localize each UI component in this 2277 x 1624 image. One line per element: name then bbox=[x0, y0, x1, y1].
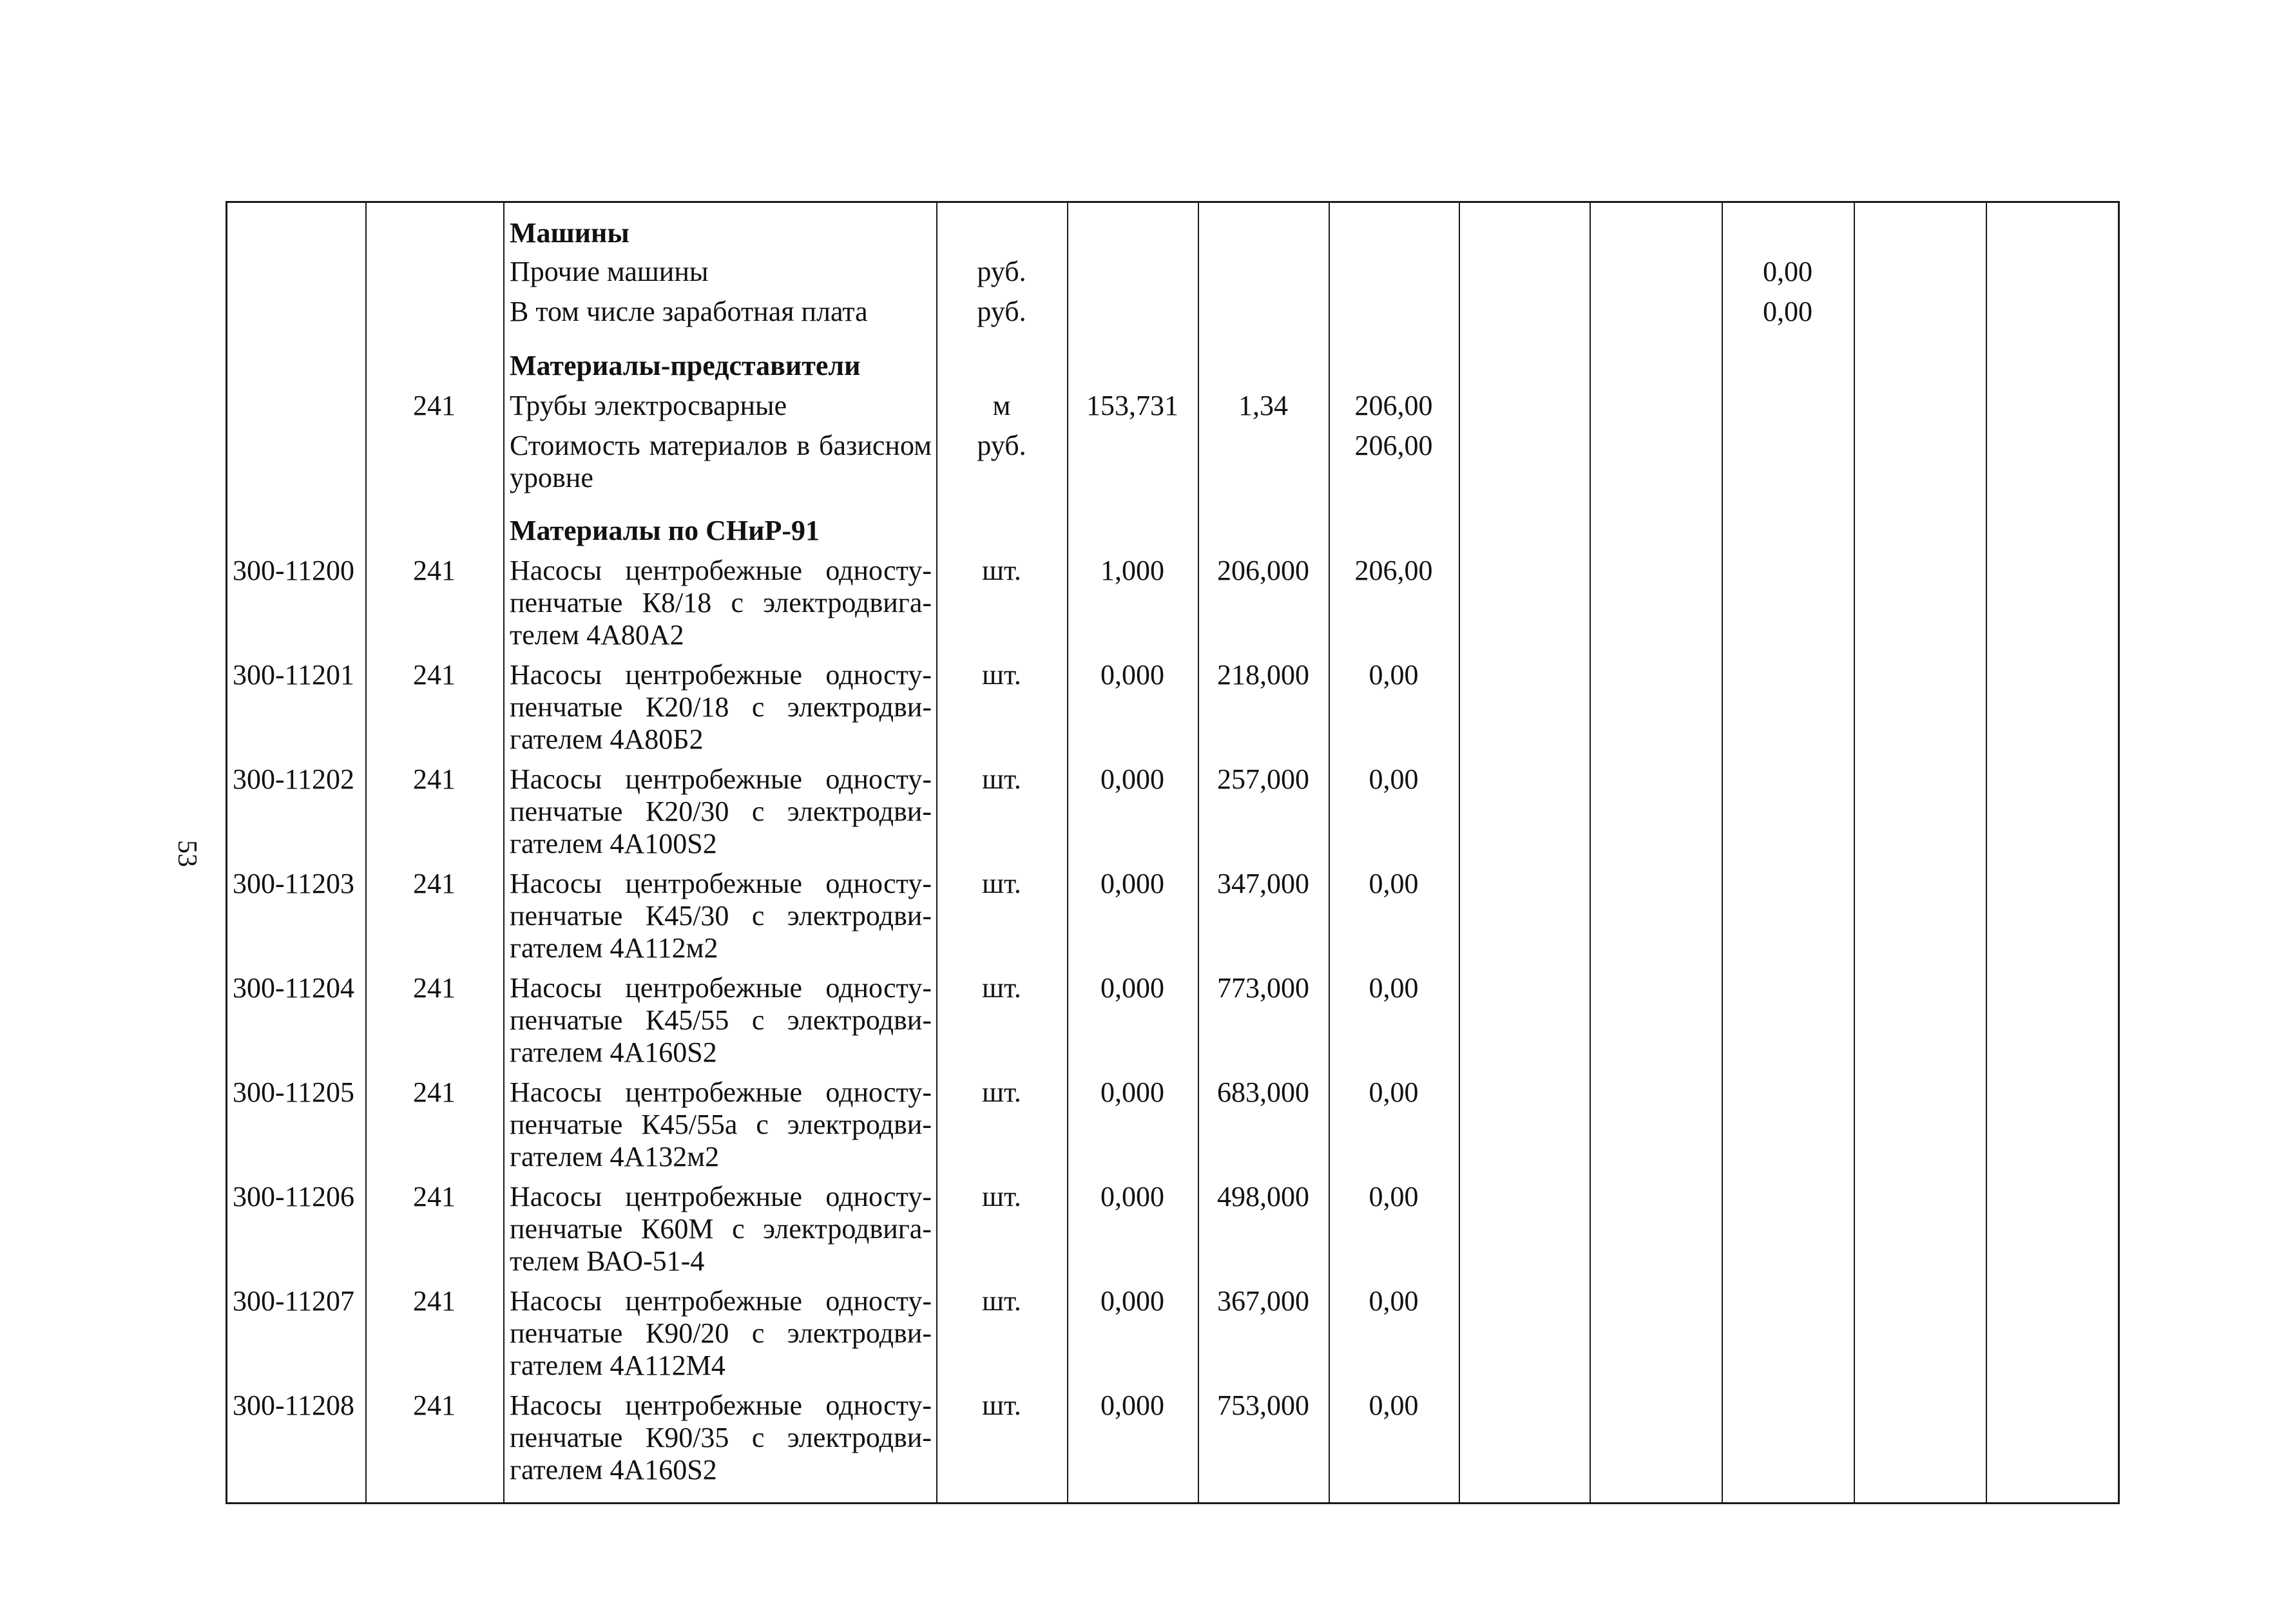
material-price: 206,000 bbox=[1217, 555, 1309, 586]
material-total: 206,00 bbox=[1354, 555, 1433, 586]
material-code: 300-11204 bbox=[233, 972, 355, 1004]
material-unit: шт. bbox=[982, 555, 1021, 586]
material-code: 300-11206 bbox=[233, 1181, 355, 1212]
material-name: Насосы центробежные односту-пенчатые К45/55а с электродви-гателем 4А132м2 bbox=[510, 1076, 932, 1172]
material-price: 1,34 bbox=[1238, 390, 1288, 421]
material-name: Насосы центробежные односту-пенчатые К90/20 с электродви-гателем 4А112М4 bbox=[510, 1285, 932, 1381]
material-total: 0,00 bbox=[1369, 1390, 1419, 1421]
material-name: Насосы центробежные односту-пенчатые К90/35 с электродви-гателем 4А160S2 bbox=[510, 1390, 932, 1485]
material-code: 300-11202 bbox=[233, 763, 355, 795]
material-name: Насосы центробежные односту-пенчатые К45/30 с электродви-гателем 4А112м2 bbox=[510, 868, 932, 964]
material-total: 0,00 bbox=[1369, 763, 1419, 795]
material-unit: шт. bbox=[982, 1181, 1021, 1212]
material-group: 241 bbox=[413, 972, 456, 1004]
material-unit: шт. bbox=[982, 1285, 1021, 1317]
material-unit: руб. bbox=[977, 430, 1026, 461]
section-heading-snip-materials: Материалы по СНиР-91 bbox=[510, 515, 820, 546]
material-qty: 0,000 bbox=[1100, 972, 1164, 1004]
material-qty: 153,731 bbox=[1086, 390, 1178, 421]
material-code: 300-11208 bbox=[233, 1390, 355, 1421]
material-qty: 1,000 bbox=[1100, 555, 1164, 586]
material-qty: 0,000 bbox=[1100, 1181, 1164, 1212]
material-name: Стоимость материалов в базисном уровне bbox=[510, 430, 932, 493]
material-unit: шт. bbox=[982, 763, 1021, 795]
material-unit: шт. bbox=[982, 972, 1021, 1004]
machines-row-value: 0,00 bbox=[1763, 256, 1812, 287]
material-code: 300-11205 bbox=[233, 1076, 355, 1108]
machines-row-value: 0,00 bbox=[1763, 296, 1812, 327]
material-group: 241 bbox=[413, 1076, 456, 1108]
material-group: 241 bbox=[413, 555, 456, 586]
material-name: Трубы электросварные bbox=[510, 390, 787, 421]
material-qty: 0,000 bbox=[1100, 1390, 1164, 1421]
column-divider bbox=[503, 203, 504, 1502]
material-qty: 0,000 bbox=[1100, 1285, 1164, 1317]
material-group: 241 bbox=[413, 763, 456, 795]
column-divider bbox=[1986, 203, 1987, 1502]
material-code: 300-11203 bbox=[233, 868, 355, 899]
material-qty: 0,000 bbox=[1100, 763, 1164, 795]
material-total: 0,00 bbox=[1369, 1181, 1419, 1212]
material-group: 241 bbox=[413, 1181, 456, 1212]
material-name: Насосы центробежные односту-пенчатые К20/30 с электродви-гателем 4А100S2 bbox=[510, 763, 932, 859]
material-price: 498,000 bbox=[1217, 1181, 1309, 1212]
material-total: 0,00 bbox=[1369, 1285, 1419, 1317]
material-name: Насосы центробежные односту-пенчатые К8/18 с электродвига-телем 4А80А2 bbox=[510, 555, 932, 651]
material-price: 753,000 bbox=[1217, 1390, 1309, 1421]
material-code: 300-11200 bbox=[233, 555, 355, 586]
material-group: 241 bbox=[413, 659, 456, 691]
estimate-table bbox=[226, 201, 2120, 1504]
material-price: 683,000 bbox=[1217, 1076, 1309, 1108]
material-name: Насосы центробежные односту-пенчатые К45/55 с электродви-гателем 4А160S2 bbox=[510, 972, 932, 1068]
material-group: 241 bbox=[413, 390, 456, 421]
material-total: 206,00 bbox=[1354, 430, 1433, 461]
material-group: 241 bbox=[413, 1390, 456, 1421]
material-total: 0,00 bbox=[1369, 659, 1419, 691]
column-divider bbox=[1590, 203, 1591, 1502]
machines-row-unit: руб. bbox=[977, 256, 1026, 287]
material-price: 257,000 bbox=[1217, 763, 1309, 795]
column-divider bbox=[1459, 203, 1460, 1502]
machines-row-unit: руб. bbox=[977, 296, 1026, 327]
material-name: Насосы центробежные односту-пенчатые К60М с электродвига-телем ВАО-51-4 bbox=[510, 1181, 932, 1277]
material-price: 773,000 bbox=[1217, 972, 1309, 1004]
section-heading-machines: Машины bbox=[510, 217, 629, 249]
material-total: 0,00 bbox=[1369, 868, 1419, 899]
material-total: 0,00 bbox=[1369, 1076, 1419, 1108]
material-price: 218,000 bbox=[1217, 659, 1309, 691]
machines-row-name: Прочие машины bbox=[510, 256, 709, 287]
material-unit: шт. bbox=[982, 1076, 1021, 1108]
material-group: 241 bbox=[413, 868, 456, 899]
page-number: 53 bbox=[172, 840, 202, 867]
material-group: 241 bbox=[413, 1285, 456, 1317]
material-code: 300-11207 bbox=[233, 1285, 355, 1317]
material-code: 300-11201 bbox=[233, 659, 355, 691]
column-divider bbox=[1854, 203, 1855, 1502]
material-unit: шт. bbox=[982, 659, 1021, 691]
material-unit: шт. bbox=[982, 1390, 1021, 1421]
material-name: Насосы центробежные односту-пенчатые К20/18 с электродви-гателем 4А80Б2 bbox=[510, 659, 932, 755]
machines-row-name: В том числе заработная плата bbox=[510, 296, 868, 327]
column-divider bbox=[1722, 203, 1723, 1502]
material-price: 347,000 bbox=[1217, 868, 1309, 899]
material-unit: шт. bbox=[982, 868, 1021, 899]
material-qty: 0,000 bbox=[1100, 659, 1164, 691]
material-price: 367,000 bbox=[1217, 1285, 1309, 1317]
material-total: 206,00 bbox=[1354, 390, 1433, 421]
material-total: 0,00 bbox=[1369, 972, 1419, 1004]
material-qty: 0,000 bbox=[1100, 868, 1164, 899]
material-unit: м bbox=[992, 390, 1011, 421]
section-heading-rep-materials: Материалы-представители bbox=[510, 350, 861, 381]
material-qty: 0,000 bbox=[1100, 1076, 1164, 1108]
